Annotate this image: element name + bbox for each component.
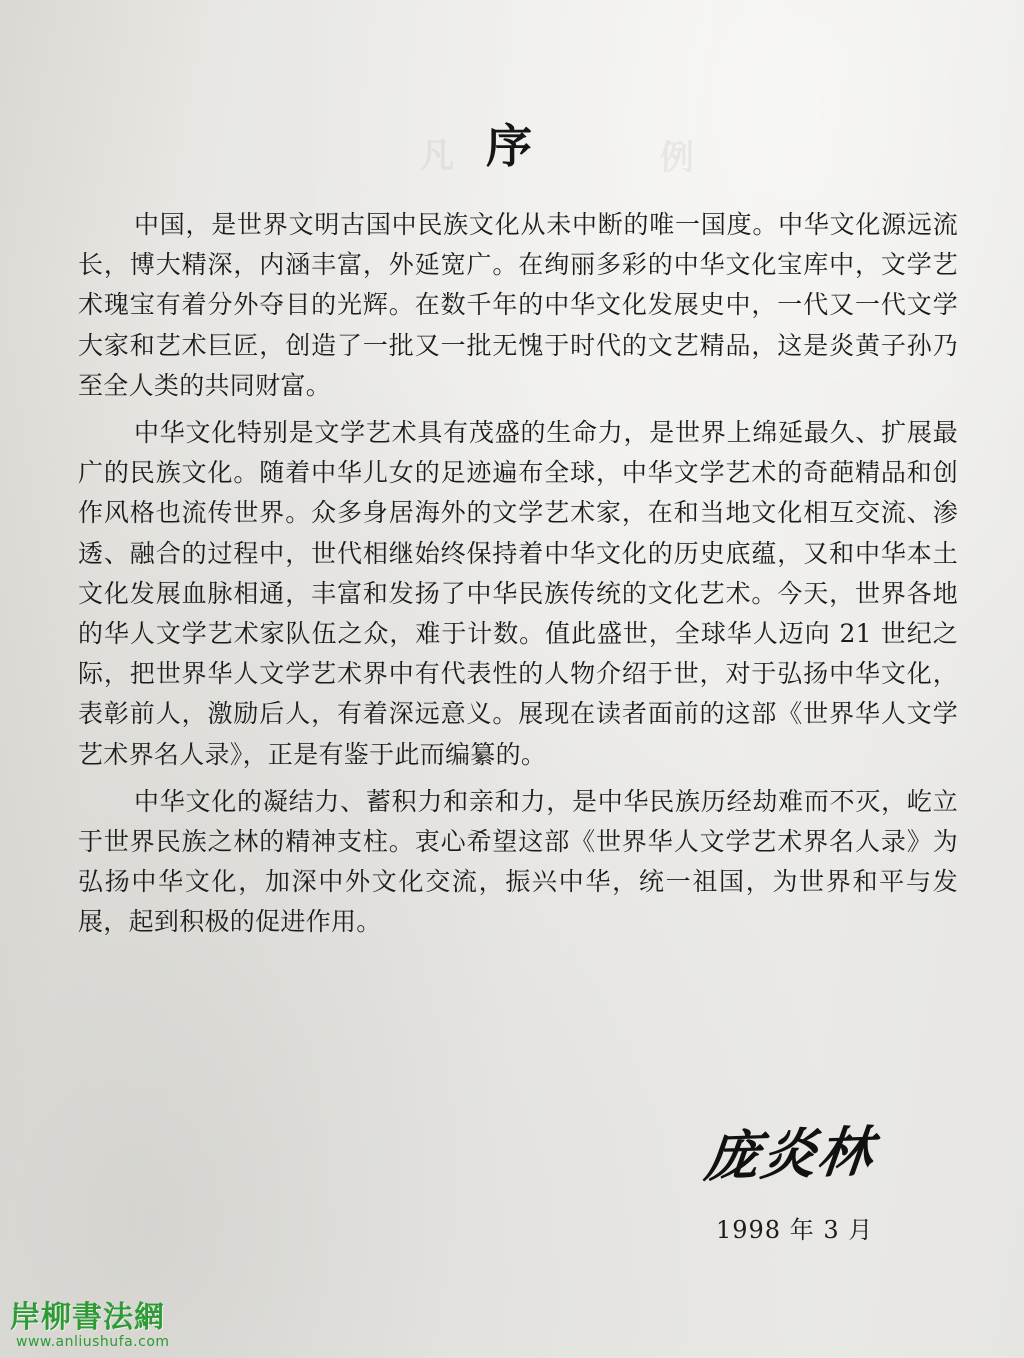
watermark-url: www.anliushufa.com	[16, 1334, 170, 1350]
paragraph-1: 中国，是世界文明古国中民族文化从未中断的唯一国度。中华文化源远流长，博大精深，内涵丰富，外延宽广。在绚丽多彩的中华文化宝库中，文学艺术瑰宝有着分外夺目的光辉。在数千年的中华文化发展史中，一代又一代文学大家和艺术巨匠，创造了一批又一批无愧于时代的文艺精品，这是炎黄子孙乃至全人类的共同财富。	[78, 210, 958, 400]
bleed-through-char: 凡	[420, 136, 454, 176]
preface-body	[78, 205, 958, 950]
bleed-through-char: 例	[660, 138, 694, 178]
watermark-name: 岸柳書法網	[10, 1300, 165, 1335]
site-watermark	[10, 1302, 170, 1350]
paragraph-3: 中华文化的凝结力、蓄积力和亲和力，是中华民族历经劫难而不灭，屹立于世界民族之林的精神支柱。衷心希望这部《世界华人文学艺术界名人录》为弘扬中华文化，加深中外文化交流，振兴中华，统一祖国，为世界和平与发展，起到积极的促进作用。	[78, 786, 958, 937]
paragraph-2: 中华文化特别是文学艺术具有茂盛的生命力，是世界上绵延最久、扩展最广的民族文化。随着中华儿女的足迹遍布全球，中华文学艺术的奇葩精品和创作风格也流传世界。众多身居海外的文学艺术家，在和当地文化相互交流、渗透、融合的过程中，世代相继始终保持着中华文化的历史底蕴，又和中华本土文化发展血脉相通，丰富和发扬了中华民族传统的文化艺术。今天，世界各地的华人文学艺术家队伍之众，难于计数。值此盛世，全球华人迈向 21 世纪之际，把世界华人文学艺术界中有代表性的人物介绍于世，对于弘扬中华文化，表彰前人，激励后人，有着深远意义。展现在读者面前的这部《世界华人文学艺术界名人录》，正是有鉴于此而编纂的。	[78, 418, 958, 769]
author-signature: 庞炎林	[701, 1119, 878, 1189]
page-title: 序	[486, 119, 538, 173]
date-line: 1998 年 3 月	[716, 1216, 874, 1244]
